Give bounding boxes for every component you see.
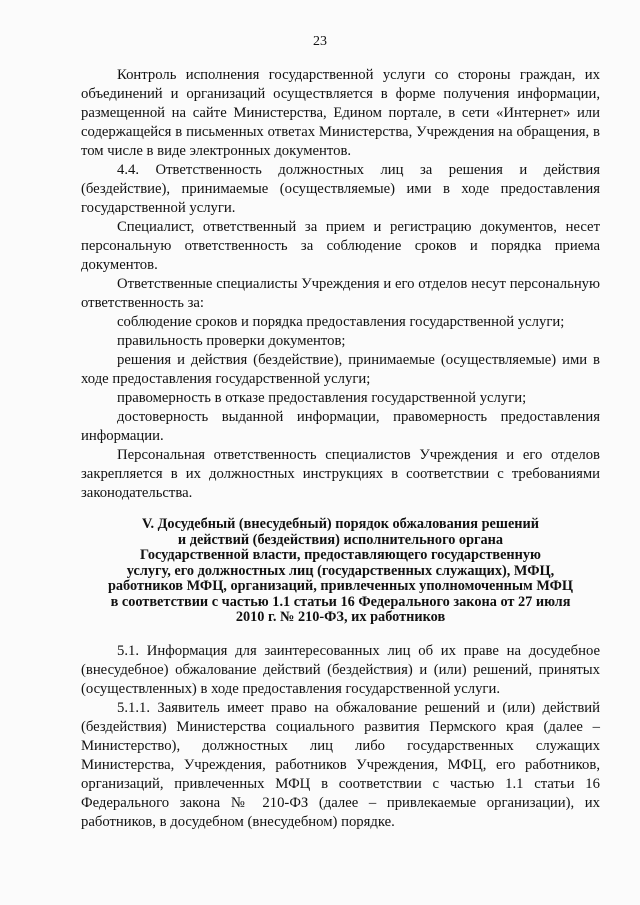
heading-line: V. Досудебный (внесудебный) порядок обжалования решений — [141, 516, 540, 532]
list-item: достоверность выданной информации, правомерность предоставления информации. — [81, 409, 600, 444]
heading-line: в соответствии с частью 1.1 статьи 16 Федерального закона от 27 июля — [110, 593, 571, 610]
paragraph: 5.1. Информация для заинтересованных лиц об их праве на досудебное (внесудебное) обжалование действий (бездействия) и (или) решений, принятых (осуществленных) в ходе предоставления государственной услуги. — [81, 642, 600, 697]
heading-line: Государственной власти, предоставляющего государственную — [140, 547, 541, 563]
paragraph: Персональная ответственность специалистов Учреждения и его отделов закрепляется в их должностных инструкциях в соответствии с требованиями законодательства. — [81, 447, 600, 501]
document-body — [81, 66, 600, 832]
heading-line: и действий (бездействия) исполнительного органа — [177, 531, 504, 548]
list-item: соблюдение сроков и порядка предоставления государственной услуги; — [117, 314, 565, 330]
page-number: 23 — [313, 34, 327, 49]
heading-line: работников МФЦ, организаций, привлеченных уполномоченным МФЦ — [107, 578, 574, 594]
section-heading — [81, 517, 600, 626]
paragraph: 5.1.1. Заявитель имеет право на обжалование решений и (или) действий (бездействия) Министерства социального развития Пермского края (далее – Министерство), должностных лиц либо государственных служащих Министерства, Учреждения, работников Учреждения, МФЦ, его работников, организаций, привлеченных МФЦ в соответствии с частью 1.1 статьи 16 Федерального закона № 210-ФЗ (далее – привлекаемые организации), их работников, в досудебном (внесудебном) порядке. — [81, 699, 600, 830]
paragraph: 4.4. Ответственность должностных лиц за решения и действия (бездействие), принимаемые (осуществляемые) ими в ходе предоставления государственной услуги. — [81, 162, 600, 216]
paragraph: Специалист, ответственный за прием и регистрацию документов, несет персональную ответственность за соблюдение сроков и порядка приема документов. — [81, 219, 600, 273]
list-item: правильность проверки документов; — [117, 333, 346, 349]
list-item: правомерность в отказе предоставления государственной услуги; — [117, 390, 527, 406]
heading-line: 2010 г. № 210-ФЗ, их работников — [235, 609, 446, 625]
paragraph: Контроль исполнения государственной услуги со стороны граждан, их объединений и организаций осуществляется в форме получения информации, размещенной на сайте Министерства, Едином портале, в сети «Интернет» или содержащейся в письменных ответах Министерства, Учреждения на обращения, в том числе в виде электронных документов. — [81, 67, 600, 159]
heading-line: услугу, его должностных лиц (государственных служащих), МФЦ, — [126, 562, 555, 579]
list-item: решения и действия (бездействие), принимаемые (осуществляемые) ими в ходе предоставления государственной услуги; — [81, 352, 600, 387]
paragraph: Ответственные специалисты Учреждения и его отделов несут персональную ответственность за: — [81, 276, 600, 311]
